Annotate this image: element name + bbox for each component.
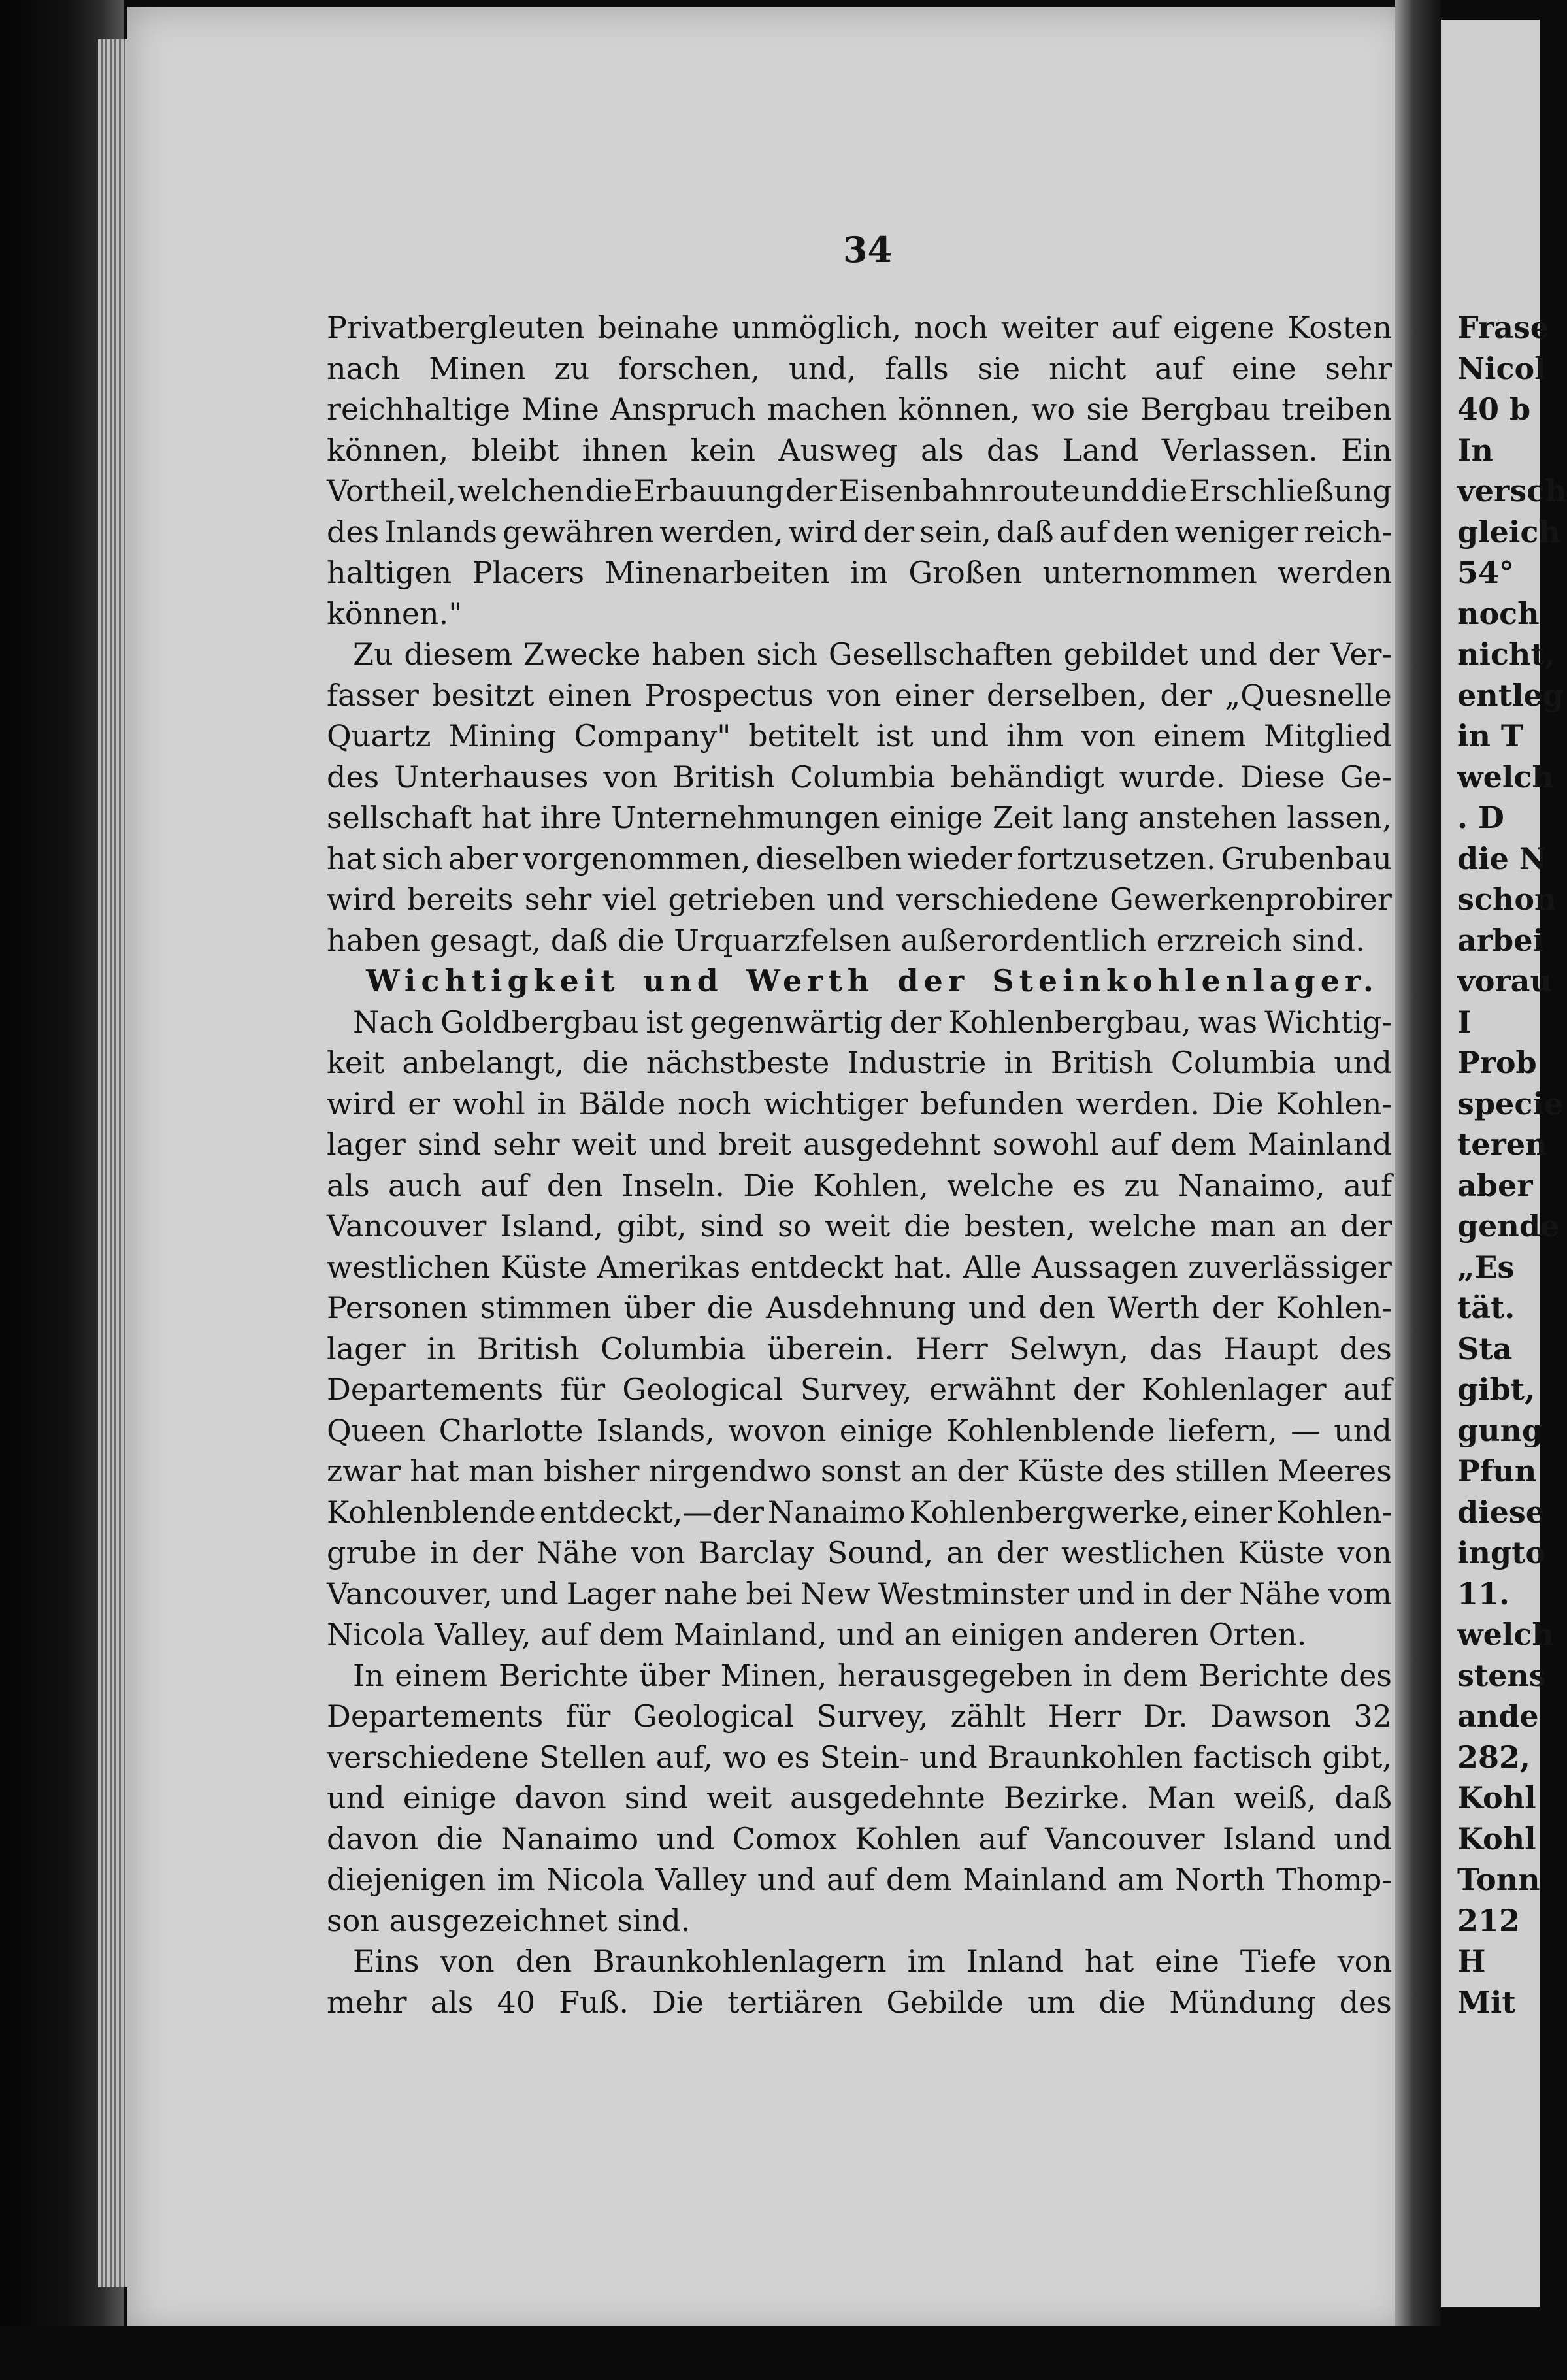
text-line: reichhaltige Mine Anspruch machen können, wo sie Bergbau treiben — [327, 391, 1392, 427]
facing-page-fragment: Pfun — [1457, 1453, 1537, 1489]
text-line: Personen stimmen über die Ausdehnung und den Werth der Kohlen- — [327, 1290, 1392, 1325]
text-line: davon die Nanaimo und Comox Kohlen auf Vancouver Island und — [327, 1821, 1392, 1857]
facing-page-fragment: 11. — [1457, 1576, 1510, 1611]
text-line: Queen Charlotte Islands, wovon einige Kohlenblende liefern, — und — [327, 1412, 1392, 1448]
text-line: Vancouver Island, gibt, sind so weit die besten, welche man an der — [327, 1208, 1392, 1244]
text-line: diejenigen im Nicola Valley und auf dem Mainland am North Thomp- — [327, 1862, 1392, 1897]
text-line: Vortheil, welchen die Erbauung der Eisenbahnroute und die Erschließung — [327, 473, 1392, 508]
facing-page-fragment: ingto — [1457, 1535, 1546, 1570]
facing-page-fragment: Kohl — [1457, 1780, 1536, 1815]
facing-page-fragment: . D — [1457, 800, 1504, 835]
page-number: 34 — [843, 229, 893, 271]
facing-page-fragment: Tonn — [1457, 1862, 1540, 1897]
facing-page-fragment: tät. — [1457, 1290, 1515, 1325]
heading-word: Steinkohlenlager. — [992, 963, 1379, 999]
facing-page-fragment: I — [1457, 1004, 1472, 1040]
text-line: Eins von den Braunkohlenlagern im Inland hat eine Tiefe von — [353, 1943, 1392, 1979]
text-line: können." — [327, 595, 463, 631]
text-line: Nach Goldbergbau ist gegenwärtig der Kohlenbergbau, was Wichtig- — [353, 1004, 1392, 1040]
text-line: keit anbelangt, die nächstbeste Industrie in British Columbia und — [327, 1045, 1392, 1080]
facing-page-fragment: 40 b — [1457, 391, 1531, 427]
text-line: haltigen Placers Minenarbeiten im Großen unternommen werden — [327, 555, 1392, 590]
text-line: Departements für Geological Survey, erwähnt der Kohlenlager auf — [327, 1372, 1392, 1407]
text-line: nach Minen zu forschen, und, falls sie nicht auf eine sehr — [327, 350, 1392, 386]
heading-word: Werth — [746, 963, 875, 999]
facing-page-fragment: gende — [1457, 1208, 1560, 1244]
facing-page-fragment: 54° — [1457, 555, 1515, 590]
facing-page-fragment: gleich — [1457, 514, 1560, 550]
text-line: fasser besitzt einen Prospectus von einer derselben, der „Quesnelle — [327, 677, 1392, 713]
section-heading — [327, 961, 1392, 1002]
facing-page-fragment: „Es — [1457, 1249, 1515, 1285]
heading-word: der — [897, 963, 970, 999]
text-line: Nicola Valley, auf dem Mainland, und an einigen anderen Orten. — [327, 1617, 1307, 1652]
text-line: wird bereits sehr viel getrieben und verschiedene Gewerkenprobirer — [327, 882, 1392, 917]
facing-page-fragment: versch — [1457, 473, 1567, 508]
text-line: Privatbergleuten beinahe unmöglich, noch weiter auf eigene Kosten — [327, 310, 1392, 345]
facing-page-fragment: ande — [1457, 1698, 1539, 1734]
facing-page-fragment: gung — [1457, 1412, 1543, 1448]
facing-page-fragment: arbei — [1457, 922, 1544, 958]
text-line: haben gesagt, daß die Urquarzfelsen außerordentlich erzreich sind. — [327, 922, 1365, 958]
facing-page-fragment: vorau — [1457, 963, 1552, 999]
text-line: Vancouver, und Lager nahe bei New Westminster und in der Nähe vom — [327, 1576, 1392, 1611]
facing-page-fragment: noch — [1457, 595, 1540, 631]
text-line: son ausgezeichnet sind. — [327, 1902, 691, 1938]
facing-page-fragment: Frase — [1457, 310, 1550, 345]
facing-page-fragment: Nicol — [1457, 350, 1546, 386]
text-line: lager sind sehr weit und breit ausgedehnt sowohl auf dem Mainland — [327, 1127, 1392, 1162]
facing-page-fragment: in T — [1457, 718, 1524, 753]
text-line: mehr als 40 Fuß. Die tertiären Gebilde um die Mündung des — [327, 1984, 1392, 2020]
facing-page-fragment: schon — [1457, 882, 1557, 917]
facing-page-fragment: specie — [1457, 1085, 1564, 1121]
facing-page-fragment: gibt, — [1457, 1372, 1536, 1407]
facing-page-fragment: teren — [1457, 1127, 1547, 1162]
text-line: des Unterhauses von British Columbia behändigt wurde. Diese Ge- — [327, 759, 1392, 795]
page-body-text — [327, 307, 1392, 2023]
facing-page-fragment: H — [1457, 1943, 1486, 1979]
facing-page-fragment: stens — [1457, 1657, 1546, 1693]
page-edge-stack — [98, 39, 131, 2287]
text-line: In einem Berichte über Minen, herausgegeben in dem Berichte des — [353, 1657, 1392, 1693]
text-line: verschiedene Stellen auf, wo es Stein- und Braunkohlen factisch gibt, — [327, 1739, 1392, 1775]
facing-page-fragment: diese — [1457, 1494, 1545, 1530]
facing-page-fragment: Prob — [1457, 1045, 1537, 1080]
facing-page-fragment: entleg — [1457, 677, 1564, 713]
heading-word: Wichtigkeit — [366, 963, 620, 999]
heading-word: und — [642, 963, 723, 999]
text-line: hat sich aber vorgenommen, dieselben wieder fortzusetzen. Grubenbau — [327, 840, 1392, 876]
text-line: grube in der Nähe von Barclay Sound, an der westlichen Küste von — [327, 1535, 1392, 1570]
facing-page-fragment: welch — [1457, 759, 1554, 795]
facing-page-text-fragments — [1457, 307, 1567, 2023]
text-line: Kohlenblende entdeckt,—der Nanaimo Kohlenbergwerke, einer Kohlen- — [327, 1494, 1392, 1530]
facing-page-fragment: Sta — [1457, 1330, 1513, 1366]
facing-page-fragment: 282, — [1457, 1739, 1531, 1775]
facing-page-fragment: nicht, — [1457, 636, 1555, 672]
text-line: können, bleibt ihnen kein Ausweg als das Land Verlassen. Ein — [327, 432, 1392, 468]
book-gutter — [1395, 0, 1441, 2380]
facing-page-fragment: die N — [1457, 840, 1547, 876]
facing-page-fragment: 212 — [1457, 1902, 1521, 1938]
scan-bottom-margin — [0, 2326, 1540, 2380]
text-line: westlichen Küste Amerikas entdeckt hat. Alle Aussagen zuverlässiger — [327, 1249, 1392, 1285]
text-line: Departements für Geological Survey, zählt Herr Dr. Dawson 32 — [327, 1698, 1392, 1734]
text-line: Quartz Mining Company" betitelt ist und ihm von einem Mitglied — [327, 718, 1392, 753]
text-line: sellschaft hat ihre Unternehmungen einige Zeit lang anstehen lassen, — [327, 800, 1392, 835]
facing-page-fragment: aber — [1457, 1167, 1533, 1203]
text-line: lager in British Columbia überein. Herr Selwyn, das Haupt des — [327, 1330, 1392, 1366]
text-line: des Inlands gewähren werden, wird der sein, daß auf den weniger reich- — [327, 514, 1392, 550]
text-line: zwar hat man bisher nirgendwo sonst an der Küste des stillen Meeres — [327, 1453, 1392, 1489]
facing-page-fragment: In — [1457, 432, 1493, 468]
text-line: und einige davon sind weit ausgedehnte Bezirke. Man weiß, daß — [327, 1780, 1392, 1815]
text-line: Zu diesem Zwecke haben sich Gesellschaften gebildet und der Ver- — [353, 636, 1392, 672]
text-line: wird er wohl in Bälde noch wichtiger befunden werden. Die Kohlen- — [327, 1085, 1392, 1121]
facing-page-fragment: Mit — [1457, 1984, 1516, 2020]
facing-page-fragment: Kohl — [1457, 1821, 1536, 1857]
facing-page-fragment: welch — [1457, 1617, 1554, 1652]
text-line: als auch auf den Inseln. Die Kohlen, welche es zu Nanaimo, auf — [327, 1167, 1392, 1203]
